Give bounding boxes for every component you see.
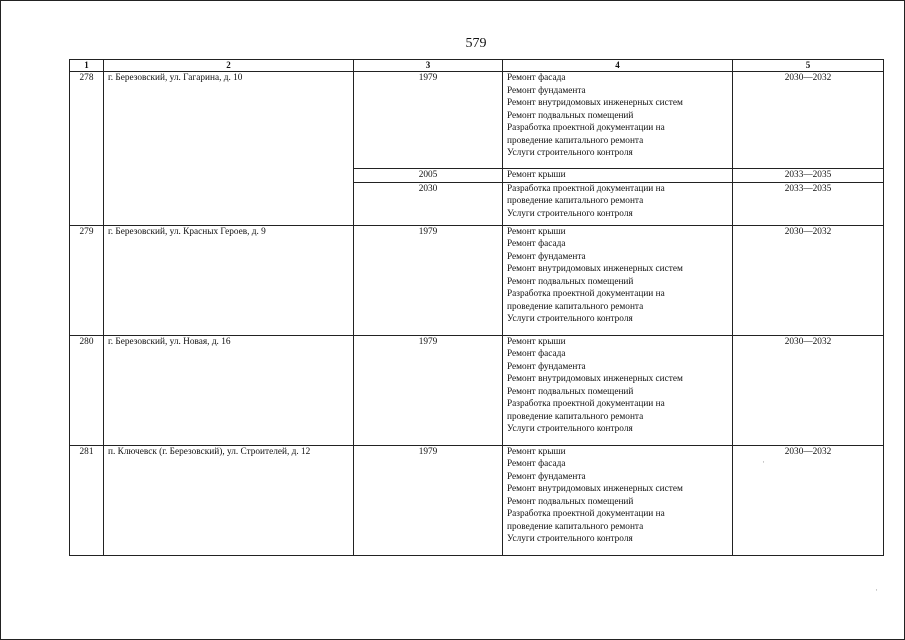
- work-item: Ремонт фундамента: [507, 251, 586, 262]
- works-cell: [503, 225, 733, 335]
- work-item: Разработка проектной документации на: [507, 509, 665, 519]
- work-item: Ремонт внутридомовых инженерных систем: [507, 264, 683, 274]
- period-cell: 2033—2035: [733, 182, 884, 225]
- period-cell: 2030—2032: [733, 335, 884, 445]
- work-item: проведение капитального ремонта: [507, 301, 644, 312]
- works-cell: [503, 169, 733, 183]
- year-cell: 2005: [354, 169, 503, 183]
- work-item: Услуги строительного контроля: [507, 534, 633, 544]
- work-item: Ремонт фасада: [507, 349, 566, 359]
- work-item: Ремонт подвальных помещений: [507, 496, 634, 507]
- work-item: Разработка проектной документации на: [507, 399, 665, 409]
- work-item: Ремонт фундамента: [507, 471, 586, 482]
- works-cell: [503, 445, 733, 555]
- work-item: проведение капитального ремонта: [507, 135, 644, 146]
- table-row: [70, 335, 884, 445]
- work-item: Ремонт внутридомовых инженерных систем: [507, 374, 683, 384]
- works-cell: [503, 335, 733, 445]
- column-header: 1: [70, 60, 104, 72]
- period-cell: 2033—2035: [733, 169, 884, 183]
- work-item: Ремонт подвальных помещений: [507, 276, 634, 287]
- scan-speck: ·: [762, 457, 765, 467]
- row-number: 279: [70, 225, 104, 335]
- capital-repair-table: [69, 59, 884, 556]
- year-cell: 1979: [354, 72, 503, 169]
- address-cell: г. Березовский, ул. Новая, д. 16: [104, 335, 354, 445]
- work-item: Разработка проектной документации на: [507, 289, 665, 299]
- period-cell: 2030—2032: [733, 72, 884, 169]
- year-cell: 1979: [354, 445, 503, 555]
- table-row: [70, 225, 884, 335]
- page-number: 579: [465, 36, 487, 51]
- work-item: Ремонт фасада: [507, 459, 566, 469]
- works-cell: [503, 72, 733, 169]
- address-cell: г. Березовский, ул. Красных Героев, д. 9: [104, 225, 354, 335]
- work-item: Услуги строительного контроля: [507, 208, 633, 219]
- work-item: Ремонт крыши: [507, 446, 566, 457]
- work-item: Ремонт крыши: [507, 170, 566, 180]
- row-number: 281: [70, 445, 104, 555]
- column-header: 5: [733, 60, 884, 72]
- work-item: Ремонт крыши: [507, 226, 566, 237]
- column-header: 4: [503, 60, 733, 72]
- period-cell: 2030—2032: [733, 225, 884, 335]
- column-header: 2: [104, 60, 354, 72]
- address-cell: г. Березовский, ул. Гагарина, д. 10: [104, 72, 354, 226]
- work-item: проведение капитального ремонта: [507, 196, 644, 206]
- work-item: Услуги строительного контроля: [507, 314, 633, 324]
- scan-speck: ·: [875, 585, 878, 595]
- work-item: Ремонт внутридомовых инженерных систем: [507, 98, 683, 108]
- table-body: [70, 72, 884, 556]
- work-item: Услуги строительного контроля: [507, 148, 633, 158]
- work-item: Ремонт подвальных помещений: [507, 110, 634, 121]
- address-cell: п. Ключевск (г. Березовский), ул. Строителей, д. 12: [104, 445, 354, 555]
- work-item: Разработка проектной документации на: [507, 123, 665, 133]
- year-cell: 2030: [354, 182, 503, 225]
- header-row: [70, 60, 884, 72]
- column-header: 3: [354, 60, 503, 72]
- work-item: Разработка проектной документации на: [507, 183, 665, 194]
- row-number: 280: [70, 335, 104, 445]
- table-row: [70, 72, 884, 169]
- period-cell: 2030—2032: [733, 445, 884, 555]
- work-item: Ремонт фундамента: [507, 85, 586, 96]
- year-cell: 1979: [354, 225, 503, 335]
- work-item: Ремонт фасада: [507, 239, 566, 249]
- work-item: Ремонт внутридомовых инженерных систем: [507, 484, 683, 494]
- work-item: Ремонт фундамента: [507, 361, 586, 372]
- work-item: Ремонт подвальных помещений: [507, 386, 634, 397]
- work-item: Услуги строительного контроля: [507, 424, 633, 434]
- work-item: Ремонт фасада: [507, 73, 566, 83]
- year-cell: 1979: [354, 335, 503, 445]
- work-item: Ремонт крыши: [507, 336, 566, 347]
- works-cell: [503, 182, 733, 225]
- row-number: 278: [70, 72, 104, 226]
- work-item: проведение капитального ремонта: [507, 411, 644, 422]
- work-item: проведение капитального ремонта: [507, 521, 644, 532]
